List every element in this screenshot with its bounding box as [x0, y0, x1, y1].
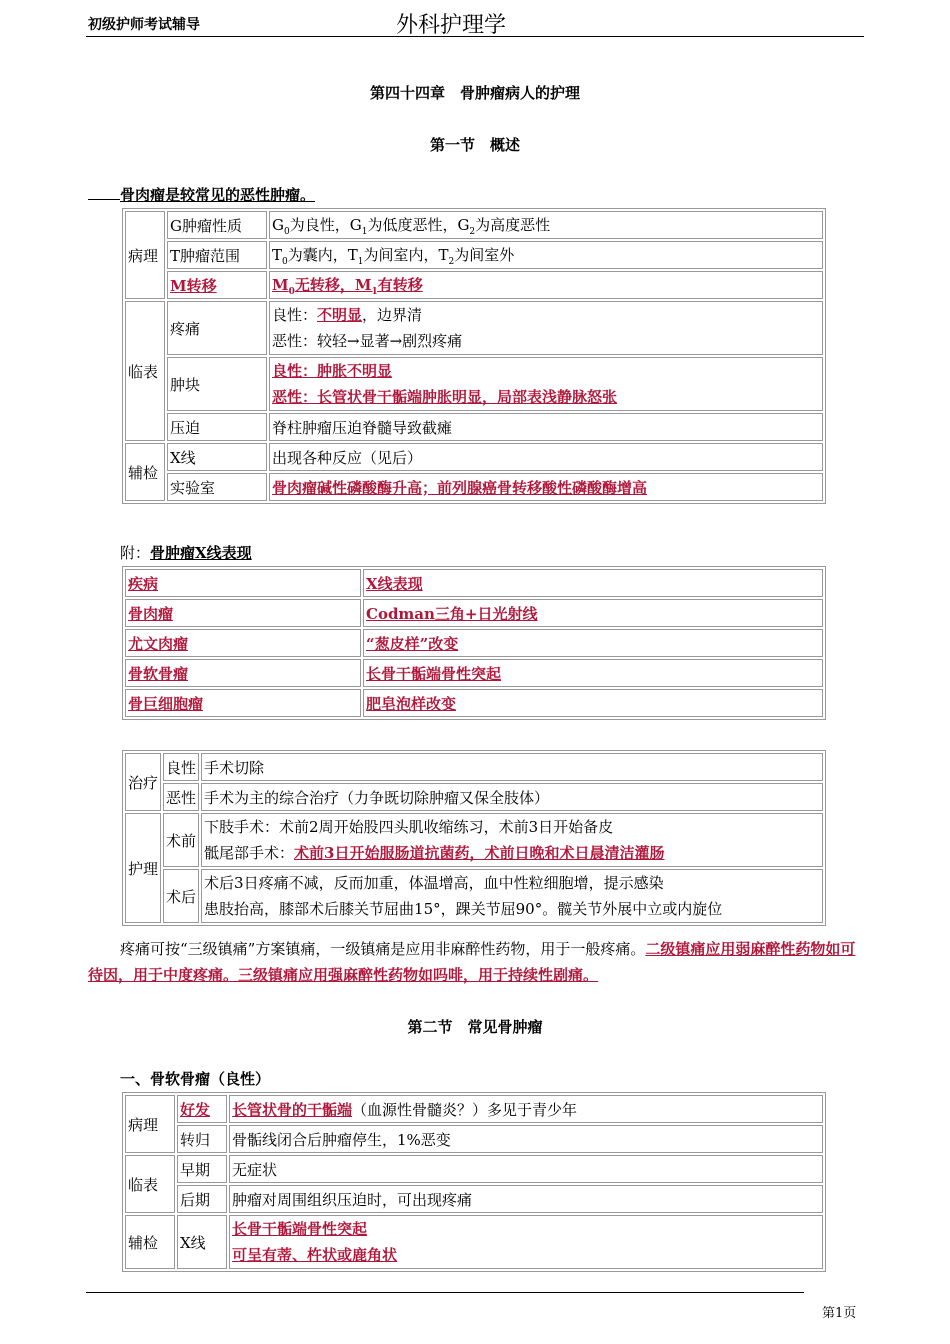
malignant-label: 恶性 [163, 783, 199, 811]
preop-sacral-prefix: 骶尾部手术： [204, 844, 295, 862]
xray-value: 出现各种反应（见后） [269, 443, 823, 471]
table-row [125, 357, 823, 411]
xray-cell: 肥皂泡样改变 [363, 689, 823, 717]
t-label: T肿瘤范围 [167, 241, 267, 269]
header-disease: 疾病 [125, 569, 361, 597]
paragraph-plain: 疼痛可按“三级镇痛”方案镇痛，一级镇痛是应用非麻醉性药物，用于一般疼痛。 [120, 940, 646, 958]
table-row [125, 473, 823, 501]
table-row [125, 241, 823, 269]
table-row [125, 413, 823, 441]
xray-line-1: 长骨干骺端骨性突起 [232, 1220, 368, 1238]
row-header-pathology: 病理 [125, 1095, 175, 1153]
preop-label: 术前 [163, 813, 199, 867]
table-row [125, 443, 823, 471]
row-header-aux: 辅检 [125, 443, 165, 501]
m-value: $M_0$无转移，$M_1$有转移 [269, 271, 823, 299]
pain-label: 疼痛 [167, 301, 267, 355]
table-row [125, 301, 823, 355]
pain-value [269, 301, 823, 355]
xray-cell: “葱皮样”改变 [363, 629, 823, 657]
postop-position: 患肢抬高，膝部术后膝关节屈曲15°，踝关节屈90°。髋关节外展中立或内旋位 [204, 900, 723, 918]
xray-value [229, 1215, 823, 1269]
xray-findings-table [122, 566, 826, 720]
late-value: 肿瘤对周围组织压迫时，可出现疼痛 [229, 1185, 823, 1213]
row-header-pathology: 病理 [125, 211, 165, 299]
row-header-clinical: 临表 [125, 1155, 175, 1213]
section1-title: 第一节 概述 [429, 136, 520, 154]
table-row [125, 569, 823, 597]
table-row [125, 689, 823, 717]
early-label: 早期 [177, 1155, 227, 1183]
osteochondroma-table [122, 1092, 826, 1272]
analgesia-paragraph [88, 936, 866, 988]
mass-malignant: 恶性：长管状骨干骺端肿胀明显，局部表浅静脉怒张 [272, 388, 618, 406]
onset-rest: （血源性骨髓炎？）多见于青少年 [352, 1100, 578, 1119]
preop-lower-limb: 下肢手术：术前2周开始股四头肌收缩练习，术前3日开始备皮 [204, 818, 614, 836]
m-label: M转移 [167, 271, 267, 299]
lab-value: 骨肉瘤碱性磷酸酶升高；前列腺癌骨转移酸性磷酸酶增高 [269, 473, 823, 501]
table-row [125, 869, 823, 923]
disease-cell: 骨软骨瘤 [125, 659, 361, 687]
table-row [125, 753, 823, 781]
compress-value: 脊柱肿瘤压迫脊髓导致截瘫 [269, 413, 823, 441]
chapter-title: 第四十四章 骨肿瘤病人的护理 [369, 84, 580, 102]
header-left: 初级护师考试辅导 [88, 17, 200, 33]
pain-benign-highlight: 不明显 [317, 306, 363, 324]
preop-value [201, 813, 823, 867]
onset-value [229, 1095, 823, 1123]
early-value: 无症状 [229, 1155, 823, 1183]
table-row [125, 211, 823, 239]
outcome-label: 转归 [177, 1125, 227, 1153]
pain-malignant: 恶性：较轻→显著→剧烈疼痛 [272, 332, 463, 350]
footer-rule [86, 1292, 804, 1293]
appendix-prefix: 附： [120, 544, 151, 562]
postop-label: 术后 [163, 869, 199, 923]
xray-label: X线 [177, 1215, 227, 1269]
postop-infection: 术后3日疼痛不减，反而加重，体温增高，血中性粒细胞增，提示感染 [204, 874, 664, 892]
onset-label: 好发 [177, 1095, 227, 1123]
appendix-line [120, 542, 252, 563]
table-row [125, 783, 823, 811]
row-header-aux: 辅检 [125, 1215, 175, 1269]
g-value: $G_0$为良性，$G_1$为低度恶性，$G_2$为高度恶性 [269, 211, 823, 239]
mass-value [269, 357, 823, 411]
postop-value [201, 869, 823, 923]
onset-highlight: 长管状骨的干骺端 [232, 1100, 353, 1119]
header-xray: X线表现 [363, 569, 823, 597]
header-rule [86, 36, 864, 37]
appendix-title: 骨肿瘤X线表现 [150, 544, 252, 562]
mass-benign: 良性：肿胀不明显 [272, 362, 393, 380]
t-value: $T_0$为囊内，$T_1$为间室内，$T_2$为间室外 [269, 241, 823, 269]
table-row [125, 629, 823, 657]
disease-cell: 骨巨细胞瘤 [125, 689, 361, 717]
xray-label: X线 [167, 443, 267, 471]
mass-label: 肿块 [167, 357, 267, 411]
header-title: 外科护理学 [396, 13, 507, 38]
pathology-clinical-table [122, 208, 826, 504]
row-header-treatment: 治疗 [125, 753, 161, 811]
treatment-care-table [122, 750, 826, 926]
row-header-clinical: 临表 [125, 301, 165, 441]
table-row [125, 1185, 823, 1213]
xray-line-2: 可呈有蒂、杵状或鹿角状 [232, 1246, 398, 1264]
benign-label: 良性 [163, 753, 199, 781]
compress-label: 压迫 [167, 413, 267, 441]
page-number: 第1页 [822, 1306, 857, 1321]
g-label: G肿瘤性质 [167, 211, 267, 239]
lab-label: 实验室 [167, 473, 267, 501]
xray-cell: 长骨干骺端骨性突起 [363, 659, 823, 687]
table-row [125, 1155, 823, 1183]
intro-line [88, 184, 315, 205]
xray-cell: Codman三角+日光射线 [363, 599, 823, 627]
paragraph-highlight: 二级镇痛应用弱麻醉性药物如可待因，用于中度疼痛。三级镇痛应用强麻醉性药物如吗啡，用于持续性剧痛。 [88, 940, 856, 984]
section2-title: 第二节 常见骨肿瘤 [407, 1018, 543, 1036]
table-row [125, 659, 823, 687]
malignant-value: 手术为主的综合治疗（力争既切除肿瘤又保全肢体） [201, 783, 823, 811]
late-label: 后期 [177, 1185, 227, 1213]
pain-benign-prefix: 良性： [272, 306, 318, 324]
table-row [125, 599, 823, 627]
pain-benign-suffix: ，边界清 [362, 306, 423, 324]
benign-value: 手术切除 [201, 753, 823, 781]
table-row [125, 271, 823, 299]
table-row [125, 813, 823, 867]
disease-cell: 尤文肉瘤 [125, 629, 361, 657]
subsection-title: 一、骨软骨瘤（良性） [120, 1070, 271, 1088]
table-row [125, 1215, 823, 1269]
table-row [125, 1125, 823, 1153]
table-row [125, 1095, 823, 1123]
preop-sacral-highlight: 术前3日开始服肠道抗菌药，术前日晚和术日晨清洁灌肠 [294, 844, 665, 862]
intro-text: 骨肉瘤是较常见的恶性肿瘤。 [120, 186, 316, 204]
row-header-care: 护理 [125, 813, 161, 923]
outcome-value: 骨骺线闭合后肿瘤停生，1%恶变 [229, 1125, 823, 1153]
disease-cell: 骨肉瘤 [125, 599, 361, 627]
